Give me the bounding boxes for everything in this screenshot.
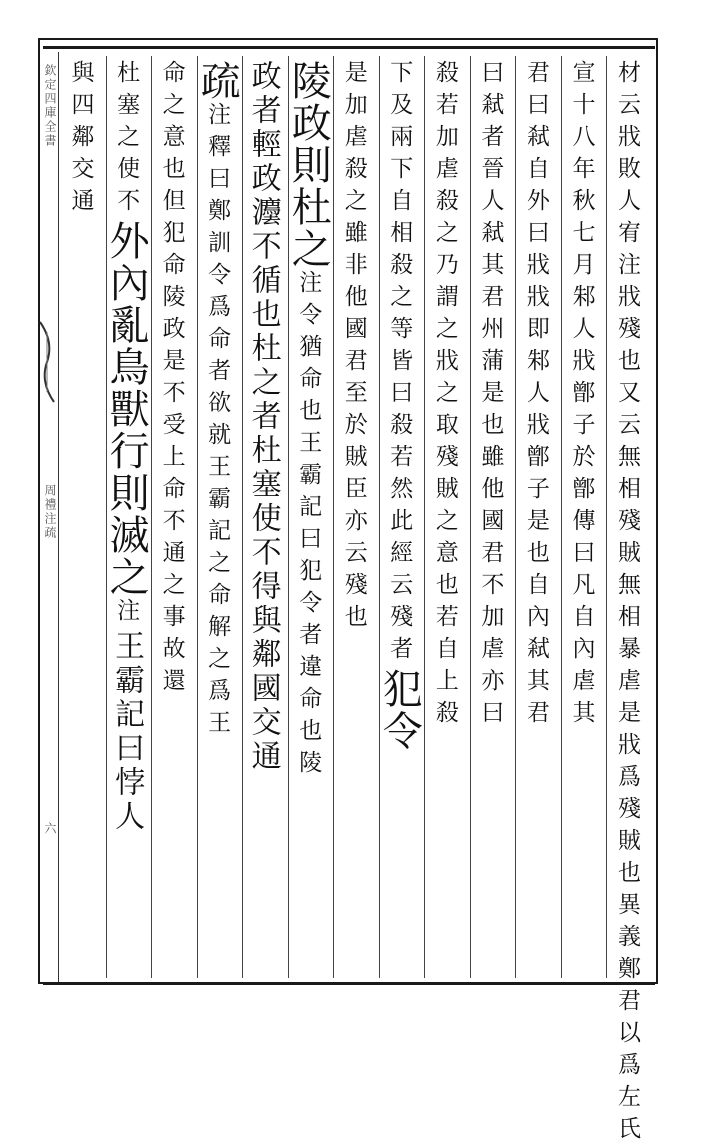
fish-tail-ornament xyxy=(38,322,56,402)
text-column xyxy=(337,60,377,636)
text-segment: 注 xyxy=(295,270,322,302)
text-column xyxy=(565,60,605,732)
text-column xyxy=(519,60,559,732)
text-segment: 政者輕政灋不循也杜之者杜塞使不得與鄰國交通 xyxy=(245,60,281,774)
text-segment: 杜塞之使不 xyxy=(113,60,140,220)
text-segment: 曰弒者晉人弒其君州蒲是也雖他國君不加虐亦曰 xyxy=(477,60,504,732)
text-segment: 陵政則杜之 xyxy=(285,60,332,270)
text-column xyxy=(610,60,650,1148)
text-segment: 材云戕敗人宥注戕殘也又云無相殘賊無相暴虐是戕爲殘賊也異義鄭君以爲左氏 xyxy=(613,60,640,1148)
text-segment: 殺若加虐殺之乃謂之戕之取殘賊之意也若自上殺 xyxy=(431,60,458,732)
margin-strip xyxy=(38,52,59,982)
text-segment: 注釋曰鄭訓令爲命者欲就王霸記之命解之爲王 xyxy=(204,102,231,742)
text-segment: 疏 xyxy=(194,60,241,102)
text-column xyxy=(474,60,514,732)
text-segment: 宣十八年秋七月邾人戕鄫子於鄫傳曰凡自內虐其 xyxy=(568,60,595,732)
text-segment: 令猶命也王霸記曰犯令者違命也陵 xyxy=(295,302,322,782)
text-column xyxy=(428,60,468,732)
text-column xyxy=(285,60,332,782)
text-segment: 君曰弒自外曰戕戕即邾人戕鄫子是也自內弒其君 xyxy=(522,60,549,732)
text-segment: 注 xyxy=(113,598,140,630)
text-segment: 王霸記曰悖人 xyxy=(109,630,145,834)
text-segment: 犯令 xyxy=(376,668,423,752)
text-column xyxy=(64,60,104,220)
text-segment: 命之意也但犯命陵政是不受上命不通之事故還 xyxy=(158,60,185,700)
text-column xyxy=(155,60,195,700)
text-segment: 是加虐殺之雖非他國君至於賊臣亦云殘也 xyxy=(340,60,367,636)
text-column xyxy=(246,60,286,774)
text-column xyxy=(376,60,423,752)
text-segment: 下及兩下自相殺之等皆曰殺若然此經云殘者 xyxy=(386,60,413,668)
margin-title: 欽定四庫全書 xyxy=(43,64,57,148)
margin-book-title: 周禮注疏 xyxy=(43,484,57,540)
text-segment: 外內亂鳥獸行則滅之 xyxy=(103,220,150,598)
margin-page-number: 六 xyxy=(43,822,57,836)
text-column xyxy=(103,60,150,834)
text-segment: 與四鄰交通 xyxy=(67,60,94,220)
text-column xyxy=(194,60,241,742)
